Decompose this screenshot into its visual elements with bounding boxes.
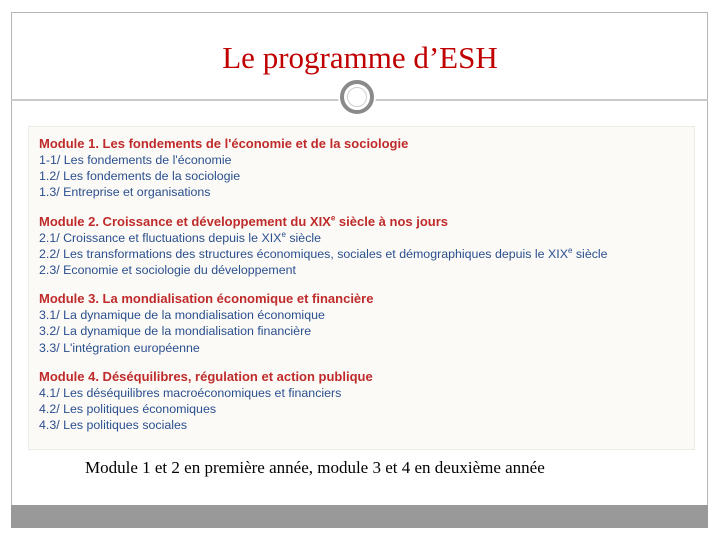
module-item: 2.3/ Economie et sociologie du développement xyxy=(39,263,296,278)
module-heading xyxy=(39,214,699,230)
module-item: 4.3/ Les politiques sociales xyxy=(39,418,188,433)
slide-title: Le programme d’ESH xyxy=(222,40,498,75)
module-heading-text: Module 2. Croissance et développement du XIX xyxy=(39,213,331,229)
century-superscript: e xyxy=(281,229,286,239)
module-item: 4.2/ Les politiques économiques xyxy=(39,402,217,417)
module-item: 1-1/ Les fondements de l'économie xyxy=(39,153,232,167)
module-item: 4.1/ Les déséquilibres macroéconomiques et financiers xyxy=(39,385,342,400)
module-item-text: siècle xyxy=(285,230,322,245)
module-item: 1.3/ Entreprise et organisations xyxy=(39,185,211,200)
module-item-text: 2.2/ Les transformations des structures économiques, sociales et démographiques depuis le XIX xyxy=(39,246,568,261)
program-list xyxy=(39,136,699,446)
bottom-bar xyxy=(11,505,708,528)
century-superscript: e xyxy=(330,213,336,223)
slide-caption: Module 1 et 2 en première année, module 3 et 4 en deuxième année xyxy=(85,458,545,477)
module-3 xyxy=(39,291,699,356)
module-1 xyxy=(39,136,699,201)
module-heading-text: siècle à nos jours xyxy=(335,213,449,229)
module-heading: Module 3. La mondialisation économique et financière xyxy=(39,291,374,307)
module-item-text: 2.1/ Croissance et fluctuations depuis le XIX xyxy=(39,230,282,245)
module-4 xyxy=(39,369,699,434)
ring-icon xyxy=(340,80,374,114)
module-item: 3.3/ L'intégration européenne xyxy=(39,340,200,355)
module-item: 3.2/ La dynamique de la mondialisation financière xyxy=(39,324,312,339)
module-heading: Module 1. Les fondements de l'économie et de la sociologie xyxy=(39,136,409,151)
module-item: 1.2/ Les fondements de la sociologie xyxy=(39,169,241,184)
century-superscript: e xyxy=(567,245,573,255)
module-2 xyxy=(39,214,699,279)
module-heading: Module 4. Déséquilibres, régulation et action publique xyxy=(39,368,373,384)
module-item xyxy=(39,246,699,262)
module-item: 3.1/ La dynamique de la mondialisation économique xyxy=(39,308,325,323)
module-item xyxy=(39,230,699,246)
ring-inner-icon xyxy=(347,87,367,107)
module-item-text: siècle xyxy=(572,246,608,261)
